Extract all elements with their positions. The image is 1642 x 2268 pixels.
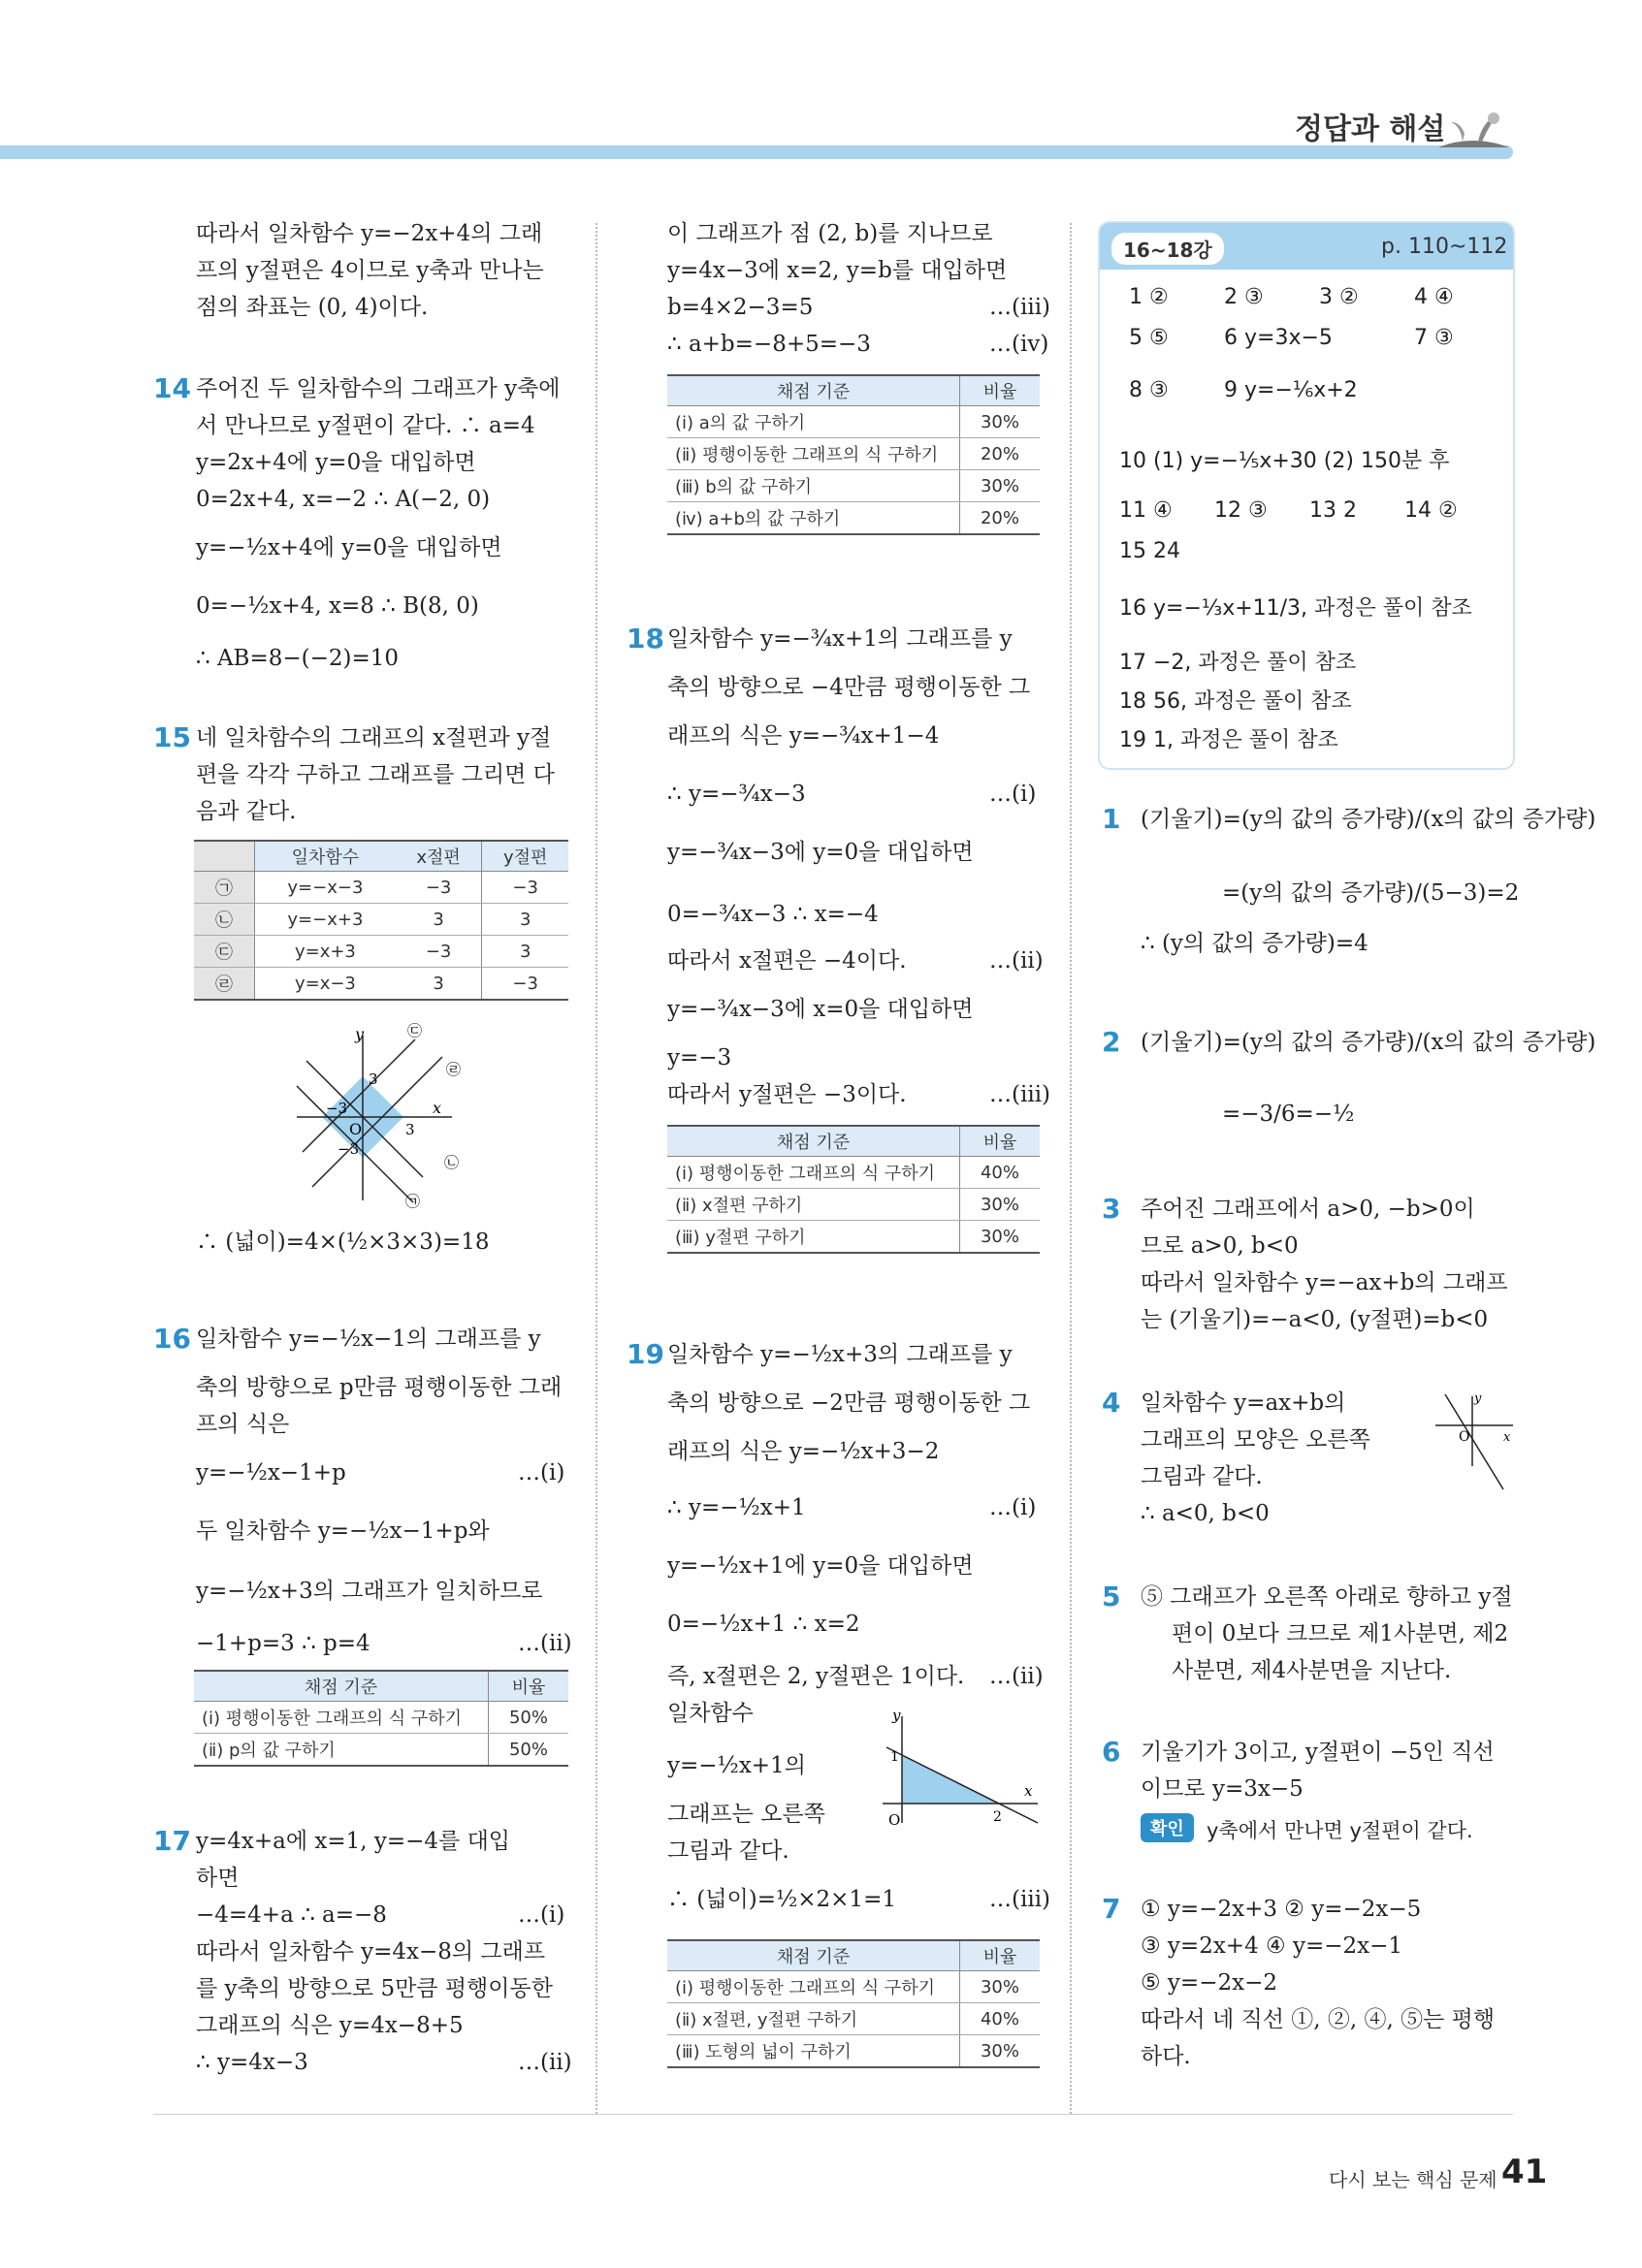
text-line: y=4x−3에 x=2, y=b를 대입하면: [667, 258, 1008, 283]
table-header-cell: 비율: [960, 1126, 1041, 1157]
text-line: b=4×2−3=5: [667, 295, 814, 320]
text-line: y=−3: [667, 1045, 732, 1070]
table-header-cell: x절편: [396, 841, 482, 872]
text-line: 그래프의 모양은 오른쪽: [1141, 1427, 1370, 1453]
table-header-cell: [194, 841, 255, 872]
table-cell: −3: [482, 968, 568, 1001]
answer-box-title: 16~18강: [1111, 233, 1224, 265]
answer-item: 4 ④: [1414, 285, 1454, 309]
text-line: =(y의 값의 증가량)/(5−3)=2: [1222, 880, 1520, 906]
answer-item: 14 ②: [1404, 498, 1458, 523]
text-line: 주어진 두 일차함수의 그래프가 y축에: [196, 376, 561, 401]
step-mark: …(ⅲ): [989, 1887, 1051, 1912]
table-cell: −3: [482, 872, 568, 904]
text-line: ① y=−2x+3 ② y=−2x−5: [1141, 1897, 1422, 1922]
line-graph: [1432, 1389, 1519, 1495]
problem-number: 4: [1102, 1387, 1121, 1419]
problem-number: 2: [1102, 1026, 1121, 1058]
table-row: [667, 1971, 1040, 2003]
answer-item: 11 ④: [1119, 498, 1173, 523]
table-row: [194, 936, 568, 968]
text-line: ∴ y=−½x+1: [667, 1495, 806, 1520]
answer-box: [1098, 221, 1515, 770]
origin-label: O: [888, 1811, 901, 1829]
problem-number: 1: [1102, 803, 1121, 835]
table-header-cell: 채점 기준: [667, 1126, 960, 1157]
line-label: ㉡: [444, 1154, 460, 1171]
text-line: 를 y축의 방향으로 5만큼 평행이동한: [196, 1976, 553, 2001]
answer-item: 1 ②: [1129, 285, 1169, 309]
text-line: ∴ y=4x−3: [196, 2050, 308, 2075]
text-line: 따라서 일차함수 y=4x−8의 그래프: [196, 1939, 546, 1965]
table-cell: ㉠: [194, 872, 255, 904]
table-cell: −3: [396, 872, 482, 904]
line-label: ㉢: [407, 1022, 423, 1039]
problem-number: 17: [153, 1825, 191, 1857]
text-line: 따라서 일차함수 y=−ax+b의 그래프: [1141, 1270, 1508, 1295]
footer-caption: 다시 보는 핵심 문제: [1329, 2168, 1497, 2191]
table-cell: −3: [396, 936, 482, 968]
text-line: 점의 좌표는 (0, 4)이다.: [196, 295, 429, 320]
text-line: ∴ AB=8−(−2)=10: [196, 646, 400, 671]
step-mark: …(ⅱ): [518, 2050, 572, 2075]
text-line: y=−½x−1+p: [196, 1460, 346, 1485]
problem-number: 3: [1102, 1193, 1121, 1225]
section-title: 정답과 해설: [1295, 112, 1446, 146]
text-line: 래프의 식은 y=−¾x+1−4: [667, 723, 940, 749]
step-mark: …(ⅱ): [518, 1631, 572, 1656]
table-header-cell: 일차함수: [255, 841, 396, 872]
text-line: ⑤ 그래프가 오른쪽 아래로 향하고 y절: [1141, 1584, 1513, 1610]
answer-item: 9 y=−⅙x+2: [1224, 378, 1358, 402]
table-row: [667, 502, 1040, 535]
column-divider-1: [596, 223, 597, 2114]
problem-number: 18: [627, 623, 664, 655]
intercept-table: [194, 840, 568, 1001]
table-cell: (ⅲ) 도형의 넓이 구하기: [667, 2035, 960, 2068]
text-line: 일차함수: [667, 1701, 754, 1726]
text-line: 프의 식은: [196, 1412, 290, 1437]
table-cell: 30%: [960, 470, 1041, 502]
text-line: 그림과 같다.: [667, 1838, 789, 1864]
step-mark: …(ⅲ): [989, 1082, 1051, 1107]
text-line: 음과 같다.: [196, 799, 297, 824]
table-cell: 40%: [960, 1157, 1041, 1189]
text-line: 편이 0보다 크므로 제1사분면, 제2: [1172, 1621, 1509, 1646]
table-row: [194, 904, 568, 936]
table-cell: y=x−3: [255, 968, 396, 1001]
text-line: −1+p=3 ∴ p=4: [196, 1631, 370, 1656]
step-mark: …(ⅱ): [989, 1664, 1044, 1689]
table-header-cell: 비율: [960, 375, 1041, 406]
axis-label: x: [433, 1099, 442, 1117]
text-line: y=2x+4에 y=0을 대입하면: [196, 450, 476, 475]
text-line: 편을 각각 구하고 그래프를 그리면 다: [196, 762, 555, 787]
answer-item: 19 1, 과정은 풀이 참조: [1119, 728, 1338, 752]
answer-item: 15 24: [1119, 539, 1180, 563]
table-cell: 30%: [960, 1221, 1041, 1254]
table-cell: (ⅱ) x절편 구하기: [667, 1189, 960, 1221]
text-line: 사분면, 제4사분면을 지난다.: [1172, 1658, 1452, 1683]
text-line: 일차함수 y=−¾x+1의 그래프를 y: [667, 626, 1013, 652]
table-cell: 30%: [960, 2035, 1041, 2068]
origin-label: O: [1459, 1429, 1470, 1445]
answer-item: 5 ⑤: [1129, 326, 1169, 350]
step-mark: …(ⅰ): [989, 1495, 1037, 1520]
table-cell: 3: [396, 904, 482, 936]
table-cell: (ⅰ) a의 값 구하기: [667, 406, 960, 438]
table-row: [667, 1221, 1040, 1254]
text-line: y=−½x+4에 y=0을 대입하면: [196, 535, 502, 560]
text-line: 그래프의 식은 y=4x−8+5: [196, 2013, 464, 2038]
text-line: −4=4+a ∴ a=−8: [196, 1902, 387, 1928]
step-mark: …(ⅰ): [989, 782, 1037, 807]
answer-item: 12 ③: [1214, 498, 1268, 523]
text-line: 프의 y절편은 4이므로 y축과 만나는: [196, 258, 544, 283]
text-line: 이 그래프가 점 (2, b)를 지나므로: [667, 221, 993, 246]
table-cell: (ⅰ) 평행이동한 그래프의 식 구하기: [667, 1157, 960, 1189]
table-row: [667, 1189, 1040, 1221]
table-cell: y=x+3: [255, 936, 396, 968]
table-cell: 30%: [960, 1189, 1041, 1221]
table-row: [667, 406, 1040, 438]
text-line: (기울기)=(y의 값의 증가량)/(x의 값의 증가량): [1141, 807, 1596, 832]
text-line: ∴ a+b=−8+5=−3: [667, 332, 871, 357]
table-cell: ㉡: [194, 904, 255, 936]
table-cell: ㉣: [194, 968, 255, 1001]
text-line: 따라서 일차함수 y=−2x+4의 그래: [196, 221, 543, 246]
table-cell: (ⅳ) a+b의 값 구하기: [667, 502, 960, 535]
text-line: =−3/6=−½: [1222, 1102, 1355, 1127]
text-line: y=4x+a에 x=1, y=−4를 대입: [196, 1829, 511, 1854]
step-mark: …(ⅱ): [989, 948, 1044, 974]
table-cell: 30%: [960, 1971, 1041, 2003]
table-header-cell: 채점 기준: [667, 1940, 960, 1971]
text-line: 축의 방향으로 p만큼 평행이동한 그래: [196, 1375, 563, 1400]
table-row: [667, 2003, 1040, 2035]
table-row: [194, 872, 568, 904]
table-cell: (ⅱ) p의 값 구하기: [194, 1734, 489, 1767]
text-line: (기울기)=(y의 값의 증가량)/(x의 값의 증가량): [1141, 1030, 1596, 1055]
text-line: 즉, x절편은 2, y절편은 1이다.: [667, 1664, 965, 1689]
axis-label: y: [892, 1707, 901, 1724]
table-header-cell: 채점 기준: [194, 1671, 489, 1702]
step-mark: …(ⅲ): [989, 295, 1051, 320]
table-row: [194, 1702, 568, 1734]
table-row: [667, 2035, 1040, 2068]
text-line: 는 (기울기)=−a<0, (y절편)=b<0: [1141, 1307, 1489, 1332]
scoring-table: [667, 1939, 1040, 2068]
table-cell: 50%: [489, 1734, 569, 1767]
footer-rule: [153, 2114, 1513, 2115]
text-line: y=−½x+3의 그래프가 일치하므로: [196, 1579, 543, 1604]
text-line: ∴ (넓이)=4×(½×3×3)=18: [196, 1230, 490, 1255]
text-line: ⑤ y=−2x−2: [1141, 1970, 1277, 1996]
table-cell: 3: [396, 968, 482, 1001]
scoring-table: [667, 1125, 1040, 1254]
table-cell: 40%: [960, 2003, 1041, 2035]
axis-label: x: [1024, 1782, 1033, 1800]
table-cell: (ⅱ) x절편, y절편 구하기: [667, 2003, 960, 2035]
text-line: 축의 방향으로 −4만큼 평행이동한 그: [667, 675, 1031, 700]
answer-box-pages: p. 110~112: [1381, 235, 1508, 259]
text-line: 축의 방향으로 −2만큼 평행이동한 그: [667, 1390, 1031, 1416]
text-line: 래프의 식은 y=−½x+3−2: [667, 1439, 940, 1464]
text-line: y=−½x+1에 y=0을 대입하면: [667, 1553, 974, 1579]
table-cell: 50%: [489, 1702, 569, 1734]
problem-number: 16: [153, 1323, 191, 1355]
step-mark: …(ⅰ): [518, 1460, 565, 1485]
tick-label: 3: [369, 1070, 378, 1088]
text-line: y=−½x+1의: [667, 1753, 806, 1778]
step-mark: …(ⅰ): [518, 1902, 565, 1928]
text-line: 주어진 그래프에서 a>0, −b>0이: [1141, 1197, 1475, 1222]
text-line: 하다.: [1141, 2044, 1191, 2069]
text-line: 0=−½x+4, x=8 ∴ B(8, 0): [196, 593, 479, 619]
problem-number: 5: [1102, 1581, 1121, 1613]
text-line: 두 일차함수 y=−½x−1+p와: [196, 1518, 490, 1544]
step-mark: …(ⅳ): [989, 332, 1049, 357]
scoring-table: [194, 1670, 568, 1767]
table-cell: (ⅲ) b의 값 구하기: [667, 470, 960, 502]
table-row: [194, 968, 568, 1001]
answer-item: 3 ②: [1319, 285, 1359, 309]
problem-number: 7: [1102, 1893, 1121, 1925]
text-line: 이므로 y=3x−5: [1141, 1776, 1304, 1802]
table-cell: 20%: [960, 438, 1041, 470]
table-header-cell: 비율: [960, 1940, 1041, 1971]
table-cell: (ⅰ) 평행이동한 그래프의 식 구하기: [194, 1702, 489, 1734]
text-line: 0=−½x+1 ∴ x=2: [667, 1612, 860, 1637]
tick-label: 3: [405, 1121, 415, 1138]
answer-item: 13 2: [1309, 498, 1357, 523]
header-band: [0, 145, 1513, 159]
text-line: 하면: [196, 1866, 240, 1891]
text-line: 그림과 같다.: [1141, 1464, 1263, 1489]
text-line: 일차함수 y=ax+b의: [1141, 1390, 1346, 1416]
confirm-tag: 확인: [1141, 1813, 1194, 1842]
text-line: y=−¾x−3에 y=0을 대입하면: [667, 840, 974, 865]
text-line: 따라서 x절편은 −4이다.: [667, 948, 907, 974]
problem-number: 14: [153, 372, 191, 404]
table-cell: y=−x−3: [255, 872, 396, 904]
text-line: ∴ y=−¾x−3: [667, 782, 806, 807]
plant-icon: [1433, 105, 1511, 149]
scoring-table: [667, 374, 1040, 535]
table-header-cell: 채점 기준: [667, 375, 960, 406]
text-line: ③ y=2x+4 ④ y=−2x−1: [1141, 1933, 1402, 1959]
text-line: 0=2x+4, x=−2 ∴ A(−2, 0): [196, 487, 491, 512]
table-cell: 3: [482, 904, 568, 936]
axis-label: y: [1474, 1391, 1482, 1406]
table-header-cell: y절편: [482, 841, 568, 872]
tick-label: 2: [993, 1809, 1002, 1825]
table-header-cell: 비율: [489, 1671, 569, 1702]
problem-number: 15: [153, 721, 191, 753]
square-graph: [287, 1016, 491, 1210]
text-line: 일차함수 y=−½x+3의 그래프를 y: [667, 1342, 1013, 1367]
text-line: 네 일차함수의 그래프의 x절편과 y절: [196, 725, 552, 751]
table-cell: 3: [482, 936, 568, 968]
problem-number: 6: [1102, 1736, 1121, 1768]
tip-text: y축에서 만나면 y절편이 같다.: [1207, 1819, 1473, 1842]
text-line: 0=−¾x−3 ∴ x=−4: [667, 902, 879, 927]
answer-item: 18 56, 과정은 풀이 참조: [1119, 689, 1352, 714]
text-line: ∴ (넓이)=½×2×1=1: [667, 1887, 896, 1912]
line-label: ㉣: [446, 1061, 462, 1078]
answer-item: 6 y=3x−5: [1224, 326, 1333, 350]
table-cell: y=−x+3: [255, 904, 396, 936]
axis-label: x: [1503, 1430, 1511, 1445]
answer-item: 7 ③: [1414, 326, 1454, 350]
table-cell: ㉢: [194, 936, 255, 968]
table-cell: (ⅰ) 평행이동한 그래프의 식 구하기: [667, 1971, 960, 2003]
text-line: 므로 a>0, b<0: [1141, 1233, 1299, 1259]
text-line: 기울기가 3이고, y절편이 −5인 직선: [1141, 1740, 1495, 1765]
problem-number: 19: [627, 1338, 664, 1370]
triangle-graph: [873, 1707, 1047, 1833]
text-line: 그래프는 오른쪽: [667, 1802, 825, 1827]
page-number: 41: [1501, 2153, 1548, 2191]
text-line: y=−¾x−3에 x=0을 대입하면: [667, 997, 974, 1022]
table-row: [667, 470, 1040, 502]
table-cell: (ⅲ) y절편 구하기: [667, 1221, 960, 1254]
answer-item: 17 −2, 과정은 풀이 참조: [1119, 651, 1357, 675]
origin-label: O: [349, 1120, 363, 1138]
table-cell: 20%: [960, 502, 1041, 535]
tick-label: 1: [890, 1749, 899, 1765]
tick-label: −3: [338, 1140, 360, 1158]
text-line: 서 만나므로 y절편이 같다. ∴ a=4: [196, 413, 535, 438]
text-line: 따라서 네 직선 ①, ②, ④, ⑤는 평행: [1141, 2007, 1496, 2032]
answer-item: 16 y=−⅓x+11/3, 과정은 풀이 참조: [1119, 596, 1472, 621]
tick-label: −3: [326, 1100, 348, 1117]
text-line: 일차함수 y=−½x−1의 그래프를 y: [196, 1326, 541, 1352]
table-cell: 30%: [960, 406, 1041, 438]
text-line: ∴ (y의 값의 증가량)=4: [1141, 931, 1368, 956]
column-divider-2: [1070, 223, 1072, 2114]
table-cell: (ⅱ) 평행이동한 그래프의 식 구하기: [667, 438, 960, 470]
table-row: [194, 1734, 568, 1767]
table-row: [667, 438, 1040, 470]
axis-label: y: [355, 1025, 365, 1043]
answer-item: 10 (1) y=−⅕x+30 (2) 150분 후: [1119, 449, 1450, 473]
answer-item: 2 ③: [1224, 285, 1264, 309]
text-line: ∴ a<0, b<0: [1141, 1501, 1270, 1526]
answer-item: 8 ③: [1129, 378, 1169, 402]
line-label: ㉠: [405, 1193, 421, 1210]
table-row: [667, 1157, 1040, 1189]
text-line: 따라서 y절편은 −3이다.: [667, 1082, 907, 1107]
